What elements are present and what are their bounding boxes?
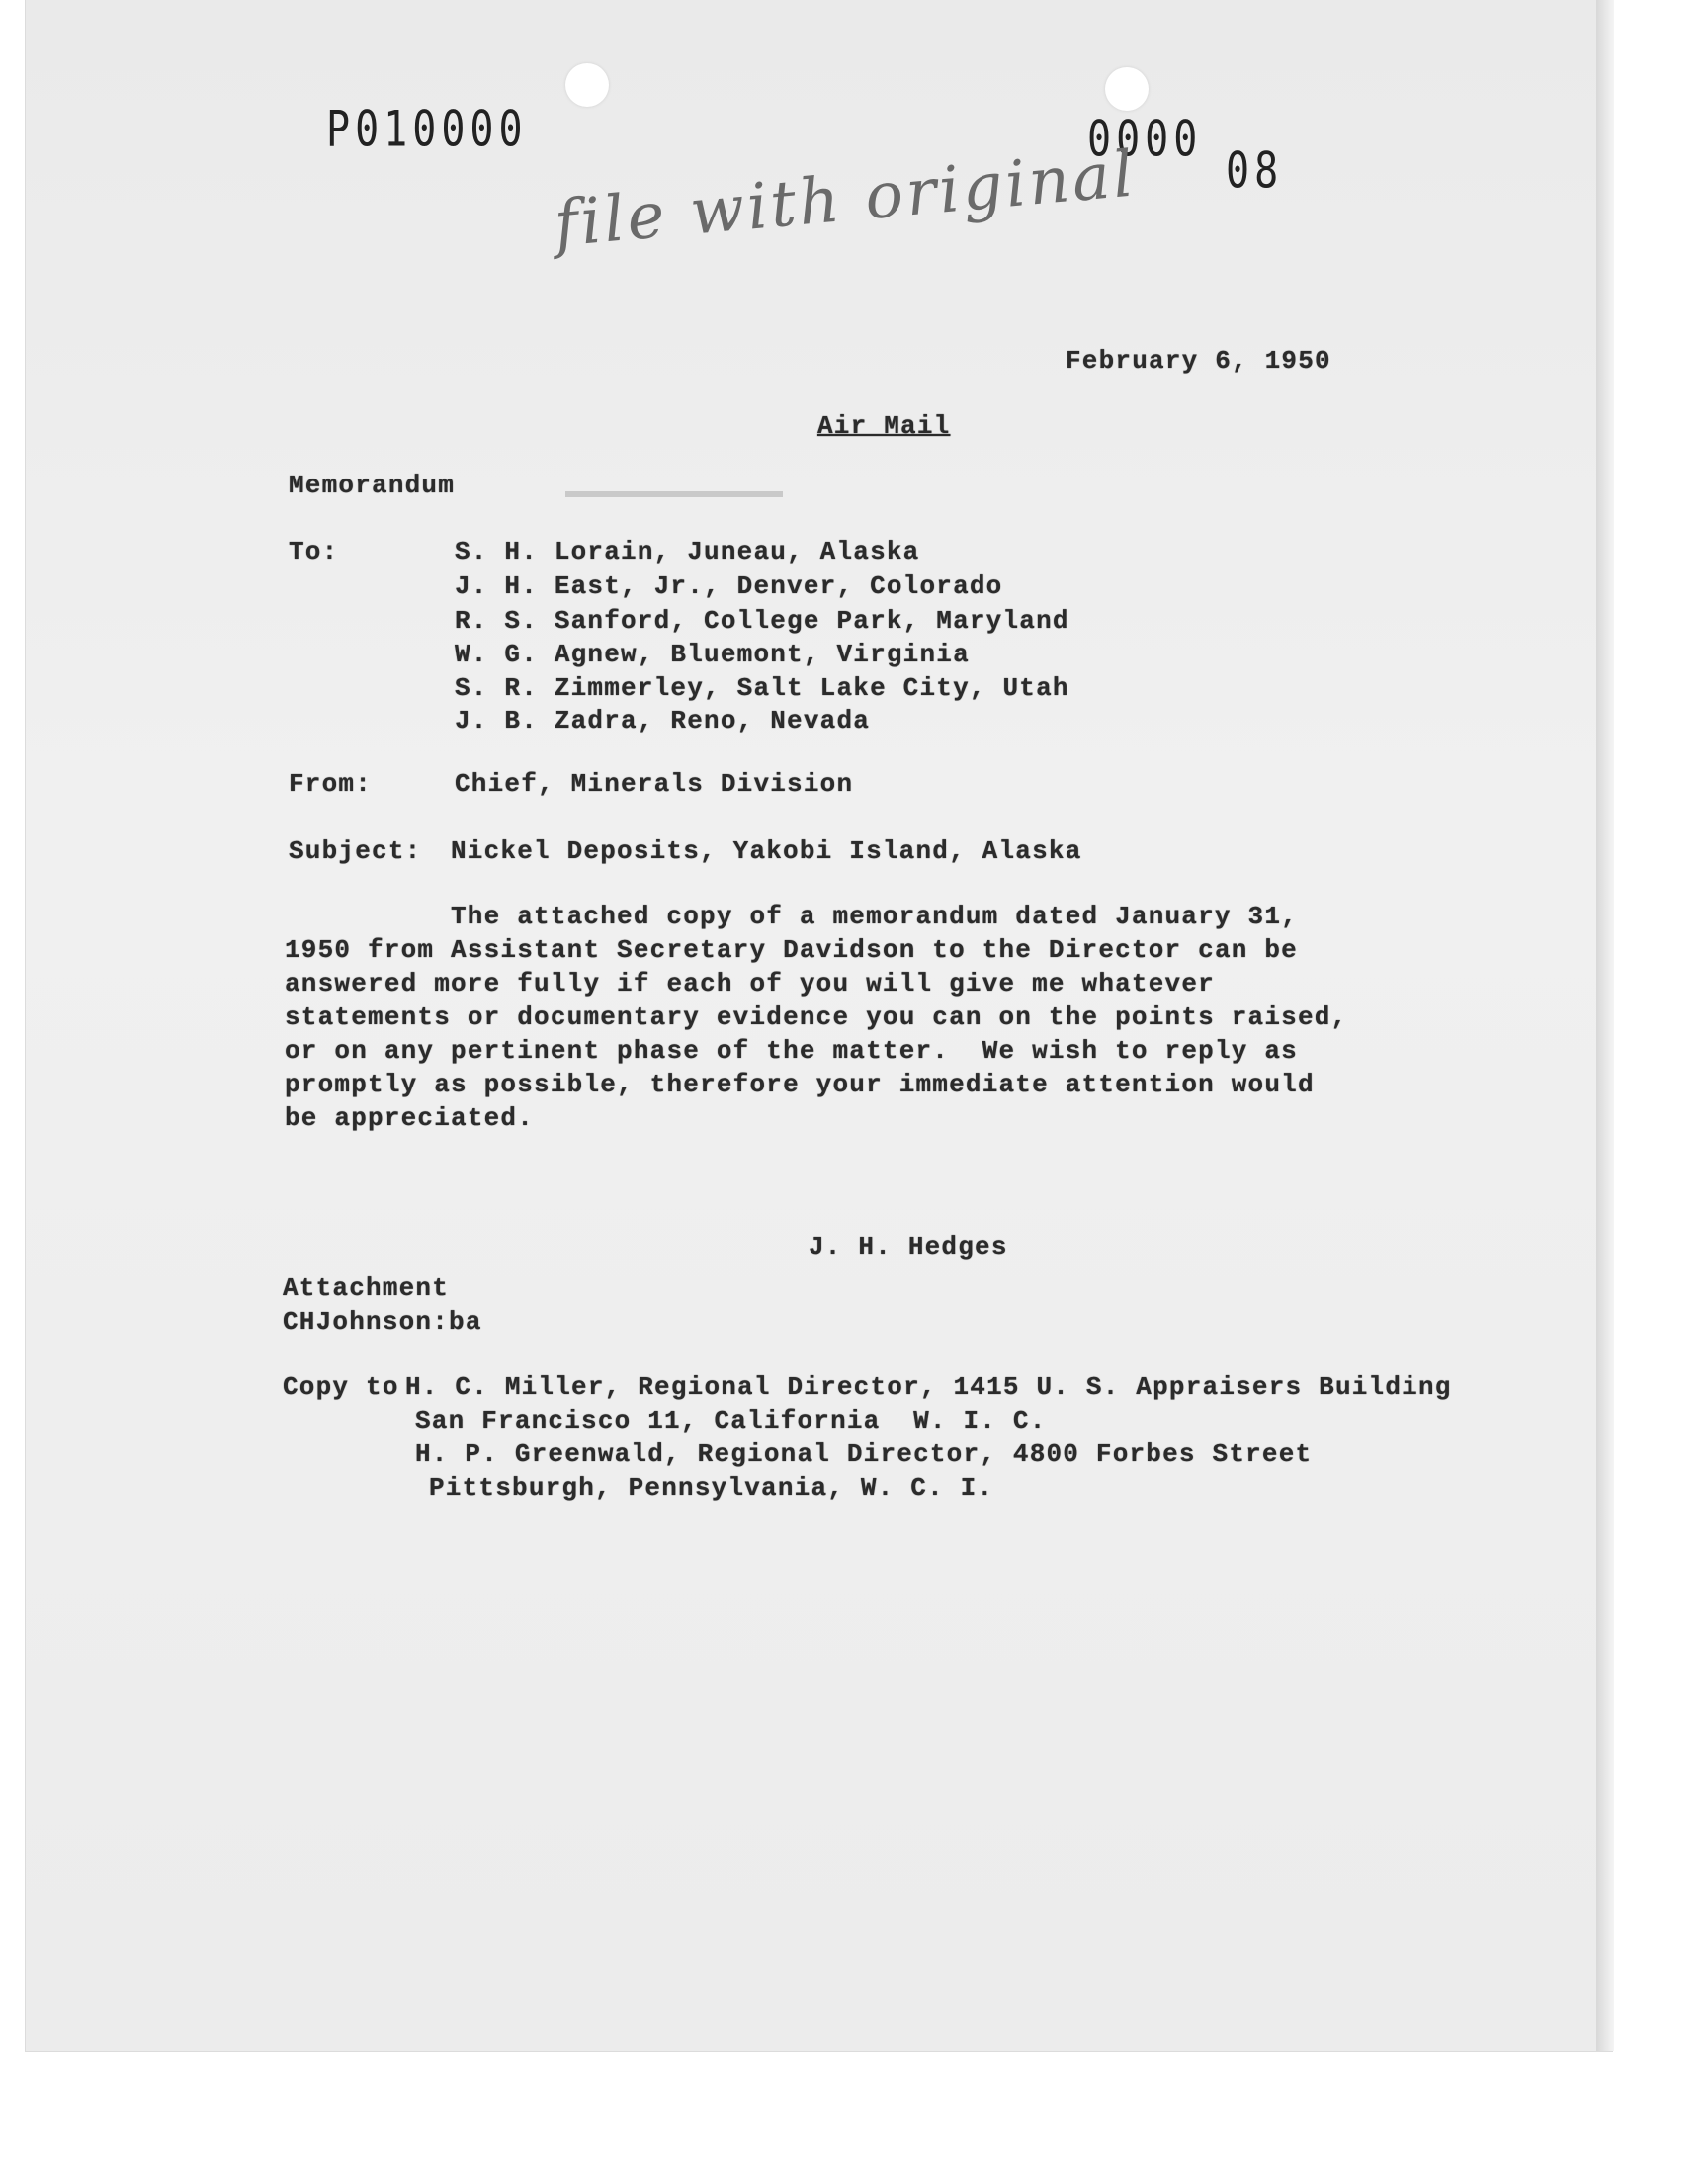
from-label: From: bbox=[289, 769, 373, 799]
recipient: R. S. Sanford, College Park, Maryland bbox=[455, 606, 1069, 636]
from-value: Chief, Minerals Division bbox=[455, 769, 854, 799]
delivery-method: Air Mail bbox=[817, 411, 951, 441]
subject-value: Nickel Deposits, Yakobi Island, Alaska bbox=[451, 836, 1082, 866]
struck-mark bbox=[565, 491, 783, 497]
copy-to-line: San Francisco 11, California W. I. C. bbox=[415, 1406, 1047, 1436]
memo-date: February 6, 1950 bbox=[1066, 346, 1331, 376]
doc-type: Memorandum bbox=[289, 471, 456, 500]
recipient: J. B. Zadra, Reno, Nevada bbox=[455, 706, 871, 736]
body-line: 1950 from Assistant Secretary Davidson to the Director can be bbox=[285, 935, 1298, 965]
punch-hole-left bbox=[565, 63, 609, 107]
copy-to-line: H. C. Miller, Regional Director, 1415 U. S. Appraisers Building bbox=[405, 1372, 1452, 1402]
recipient: W. G. Agnew, Bluemont, Virginia bbox=[455, 640, 970, 669]
recipient: S. R. Zimmerley, Salt Lake City, Utah bbox=[455, 673, 1069, 703]
recipient: S. H. Lorain, Juneau, Alaska bbox=[455, 537, 920, 566]
body-line: statements or documentary evidence you can on the points raised, bbox=[285, 1002, 1348, 1032]
stamp-number-left: P010000 bbox=[326, 101, 528, 158]
attachment-note: Attachment bbox=[283, 1273, 450, 1303]
recipient: J. H. East, Jr., Denver, Colorado bbox=[455, 571, 1003, 601]
page-edge bbox=[1596, 0, 1614, 2051]
punch-hole-right bbox=[1105, 67, 1149, 111]
subject-label: Subject: bbox=[289, 836, 422, 866]
handwritten-note: file with original bbox=[551, 137, 1140, 262]
body-line: answered more fully if each of you will give me whatever bbox=[285, 969, 1215, 999]
stamp-number-right-suffix: 08 bbox=[1226, 142, 1284, 200]
signature-name: J. H. Hedges bbox=[809, 1232, 1008, 1262]
copy-to-line: Pittsburgh, Pennsylvania, W. C. I. bbox=[429, 1473, 994, 1503]
body-line: be appreciated. bbox=[285, 1103, 535, 1133]
typist-initials: CHJohnson:ba bbox=[283, 1307, 482, 1337]
body-line: or on any pertinent phase of the matter. We wish to reply as bbox=[285, 1036, 1298, 1066]
body-line: promptly as possible, therefore your immediate attention would bbox=[285, 1070, 1315, 1099]
body-line: The attached copy of a memorandum dated January 31, bbox=[451, 902, 1298, 931]
stamp-number-right: 0000 bbox=[1087, 111, 1203, 168]
copy-to-line: H. P. Greenwald, Regional Director, 4800 Forbes Street bbox=[415, 1439, 1313, 1469]
copy-to-label: Copy to bbox=[283, 1372, 399, 1402]
to-label: To: bbox=[289, 537, 339, 566]
